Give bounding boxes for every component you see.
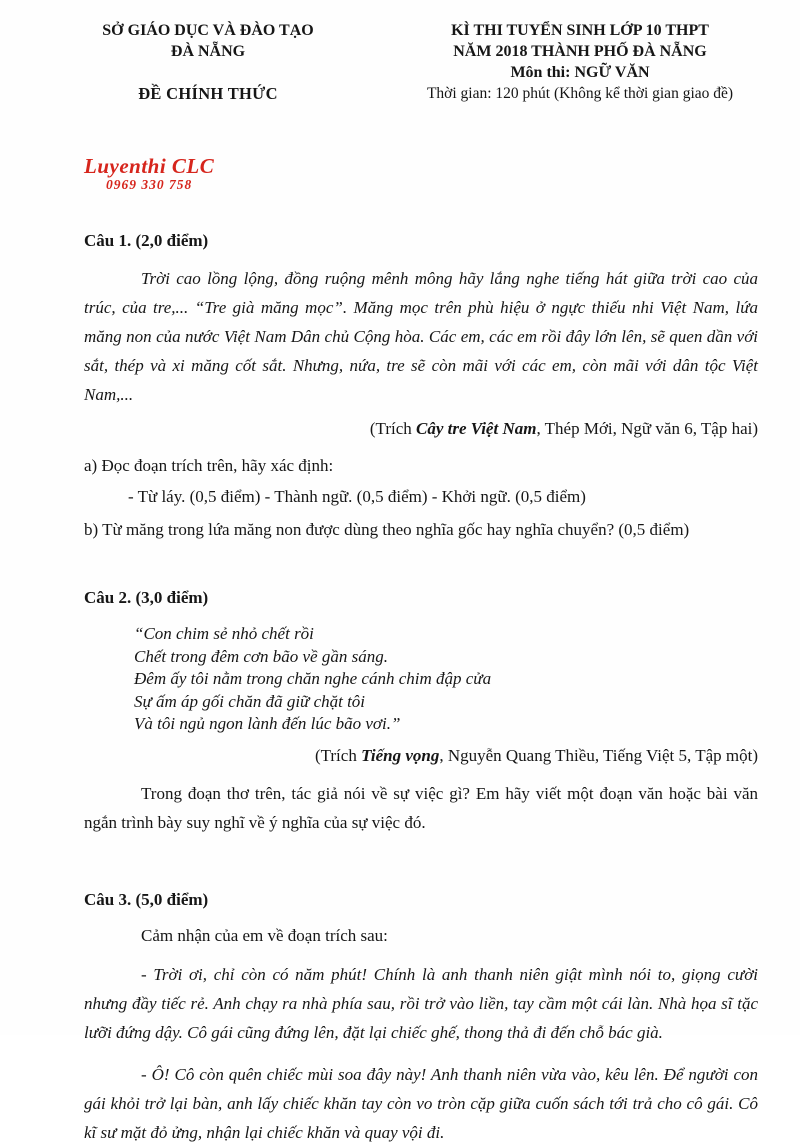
- question-3: [84, 889, 758, 1147]
- poem-line: “Con chim sẻ nhỏ chết rồi: [134, 624, 314, 643]
- exam-duration: Thời gian: 120 phút (Không kể thời gian giao đề): [426, 85, 734, 102]
- question-3-excerpt-para-1: - Trời ơi, chỉ còn có năm phút! Chính là anh thanh niên giật mình nói to, giọng cười nhưng đầy tiếc rẻ. Anh chạy ra nhà phía sau, rồi trở vào liền, tay cầm một cái làn. Nhà họa sĩ tặc lưỡi đứng dậy. Cô gái cũng đứng lên, đặt lại chiếc ghế, thong thả đi đến chỗ bác già.: [84, 964, 758, 1042]
- watermark-area: [84, 154, 800, 194]
- poem-line: Đêm ấy tôi nằm trong chăn nghe cánh chim đập cửa: [134, 669, 492, 688]
- poem-line: Chết trong đêm cơn bão về gần sáng.: [134, 646, 388, 666]
- question-1-item-b: b) Từ măng trong lứa măng non được dùng theo nghĩa gốc hay nghĩa chuyển? (0,5 điểm): [84, 520, 690, 539]
- exam-body: [84, 230, 758, 1147]
- poem-line: Và tôi ngủ ngon lành đến lúc bão vơi.”: [134, 714, 401, 733]
- header-spacer: [40, 62, 376, 83]
- question-1-item-a-parts: - Từ láy. (0,5 điểm) - Thành ngữ. (0,5 điểm) - Khởi ngữ. (0,5 điểm): [128, 487, 586, 506]
- cited-work-title: Tiếng vọng: [361, 745, 440, 765]
- cited-work-title: Cây tre Việt Nam: [416, 419, 537, 438]
- question-2-prompt: Trong đoạn thơ trên, tác giả nói về sự việc gì? Em hãy viết một đoạn văn hoặc bài văn ngắn trình bày suy nghĩ về ý nghĩa của sự việc đó.: [84, 783, 758, 832]
- official-exam-label: ĐỀ CHÍNH THỨC: [138, 84, 278, 103]
- question-1-item-a: a) Đọc đoạn trích trên, hãy xác định:: [84, 456, 334, 475]
- exam-title-block: [376, 20, 784, 104]
- exam-title-line1: KÌ THI TUYỂN SINH LỚP 10 THPT: [451, 22, 709, 39]
- citation-prefix: (Trích: [314, 745, 362, 765]
- citation-prefix: (Trích: [369, 419, 417, 438]
- citation-suffix: , Thép Mới, Ngữ văn 6, Tập hai): [536, 419, 758, 438]
- logo: [84, 154, 214, 193]
- logo-phone: 0969 330 758: [106, 177, 193, 192]
- question-1: [84, 230, 758, 541]
- citation-suffix: , Nguyễn Quang Thiều, Tiếng Việt 5, Tập một): [439, 745, 758, 765]
- question-2: [84, 587, 758, 837]
- question-2-heading: Câu 2. (3,0 điểm): [84, 588, 209, 607]
- question-2-poem: [134, 623, 758, 736]
- question-1-passage: Trời cao lồng lộng, đồng ruộng mênh mông hãy lắng nghe tiếng hát giữa trời cao của trúc, của tre,... “Tre già măng mọc”. Măng mọc trên phù hiệu ở ngực thiếu nhi Việt Nam, lứa măng non của nước Việt Nam Dân chủ Cộng hòa. Các em, các em rồi đây lớn lên, sẽ quen dần với sắt, thép và xi măng cốt sắt. Nhưng, nứa, tre sẽ còn mãi với các em, còn mãi với dân tộc Việt Nam,...: [84, 269, 758, 404]
- logo-text: Luyenthi CLC: [84, 154, 215, 178]
- question-3-intro: Cảm nhận của em về đoạn trích sau:: [141, 925, 388, 945]
- question-3-heading: Câu 3. (5,0 điểm): [84, 889, 209, 909]
- question-3-excerpt-para-2: - Ô! Cô còn quên chiếc mùi soa đây này! Anh thanh niên vừa vào, kêu lên. Để người con gái khỏi trở lại bàn, anh lấy chiếc khăn tay còn vo tròn cặp giữa cuốn sách tới trả cho cô gái. Cô kĩ sư mặt đỏ ửng, nhận lại chiếc khăn và quay vội đi.: [84, 1064, 758, 1142]
- issuer-city: ĐÀ NẴNG: [170, 43, 246, 60]
- question-2-citation: [84, 745, 758, 767]
- poem-line: Sự ấm áp gối chăn đã giữ chặt tôi: [134, 691, 366, 711]
- question-1-citation: [84, 418, 758, 440]
- issuer-block: [40, 20, 376, 104]
- question-1-heading: Câu 1. (2,0 điểm): [84, 231, 209, 250]
- exam-subject: Môn thi: NGỮ VĂN: [510, 64, 650, 81]
- exam-title-line2: NĂM 2018 THÀNH PHỐ ĐÀ NẴNG: [453, 43, 707, 60]
- issuer-name: SỞ GIÁO DỤC VÀ ĐÀO TẠO: [102, 22, 314, 39]
- exam-header: [0, 0, 800, 104]
